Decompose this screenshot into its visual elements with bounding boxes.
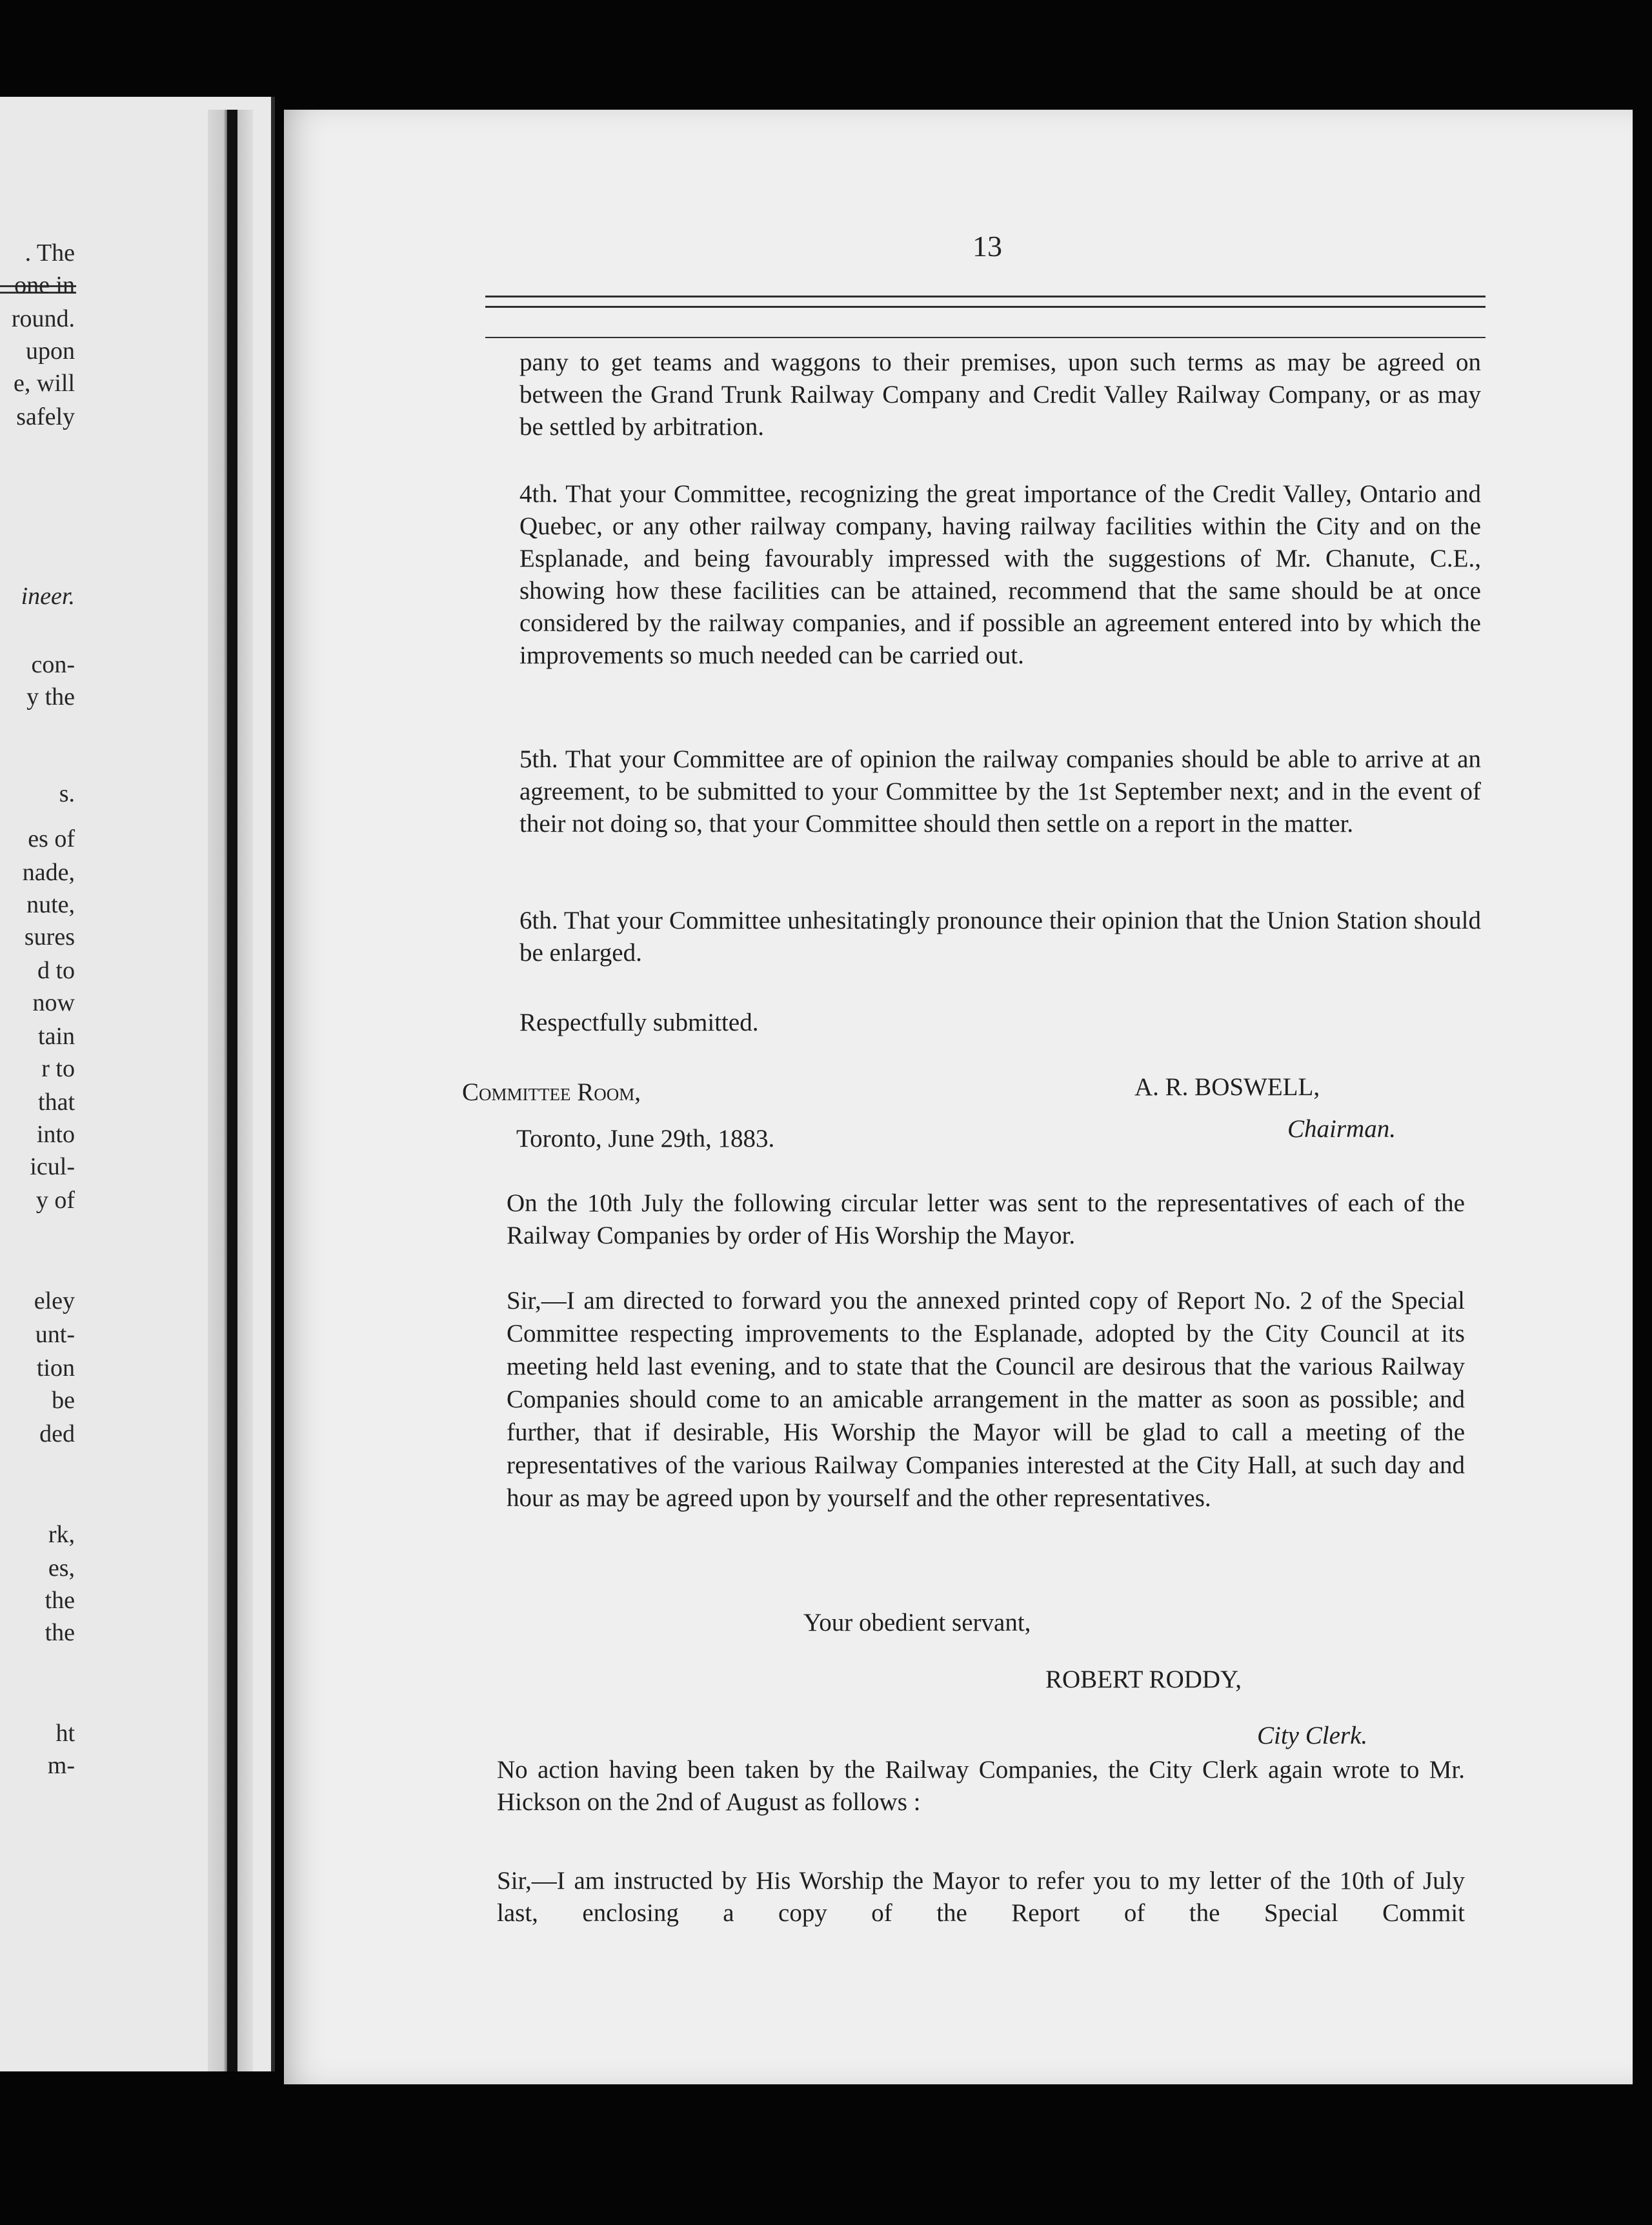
paragraph-6th: 6th. That your Committee unhesitatingly pronounce their opinion that the Union Station should be enlarged. bbox=[519, 907, 1481, 967]
header-rule-top bbox=[485, 296, 1486, 297]
previous-page-fragment: y the bbox=[26, 683, 75, 710]
previous-page-fragment: rk, bbox=[48, 1521, 75, 1548]
header-rule-third bbox=[485, 337, 1486, 338]
clerk-name: ROBERT RODDY, bbox=[1045, 1666, 1242, 1693]
previous-page-fragment: ht bbox=[55, 1720, 75, 1747]
previous-page-fragment: upon bbox=[26, 337, 75, 365]
chairman-title: Chairman. bbox=[1287, 1115, 1396, 1143]
previous-page-fragment: nade, bbox=[22, 859, 75, 886]
previous-page-fragment: now bbox=[32, 989, 75, 1016]
letter-closing: Your obedient servant, bbox=[803, 1609, 1031, 1636]
previous-page-fragment: unt- bbox=[35, 1321, 75, 1348]
previous-page-fragment: es, bbox=[48, 1555, 75, 1582]
clerk-title: City Clerk. bbox=[1257, 1722, 1368, 1749]
previous-page-fragment: d to bbox=[37, 957, 75, 984]
previous-page-fragment: round. bbox=[11, 305, 75, 332]
previous-page-fragment: e, will bbox=[14, 370, 75, 397]
paragraph-circular-intro: On the 10th July the following circular letter was sent to the representatives of each of the Railway Companies by order of His Worship the Mayor. bbox=[507, 1189, 1465, 1249]
previous-page-fragment: . The bbox=[25, 239, 75, 267]
header-rule-bottom bbox=[485, 306, 1486, 308]
previous-page-fragment: one in bbox=[14, 272, 75, 299]
previous-page-fragment: con- bbox=[31, 651, 75, 678]
previous-page-fragment: safely bbox=[16, 403, 75, 430]
signoff-place: Committee Room, bbox=[462, 1078, 641, 1106]
previous-page-fragment: icul- bbox=[30, 1153, 75, 1180]
previous-page-fragment: m- bbox=[47, 1752, 75, 1779]
previous-page-fragment: s. bbox=[59, 780, 75, 807]
previous-page-fragment: nute, bbox=[26, 891, 75, 918]
previous-page-fragment: the bbox=[45, 1587, 75, 1614]
previous-page-fragment: ded bbox=[39, 1420, 75, 1447]
previous-page-fragment: into bbox=[36, 1121, 75, 1148]
respectfully-submitted: Respectfully submitted. bbox=[519, 1009, 759, 1036]
paragraph-continuation: pany to get teams and waggons to their premises, upon such terms as may be agreed on between the Grand Trunk Railway Company and Credit Valley Railway Company, or as may be settled by arbitration. bbox=[519, 348, 1481, 441]
paragraph-no-action: No action having been taken by the Railway Companies, the City Clerk again wrote to Mr. Hickson on the 2nd of August as follows : bbox=[497, 1756, 1465, 1816]
previous-page-fragment: r to bbox=[41, 1055, 75, 1082]
previous-page-fragment: be bbox=[52, 1387, 75, 1414]
chairman-name: A. R. BOSWELL, bbox=[1134, 1073, 1320, 1101]
previous-page-fragment: tain bbox=[38, 1023, 75, 1050]
previous-page-fragment: the bbox=[45, 1619, 75, 1646]
paragraph-5th: 5th. That your Committee are of opinion the railway companies should be able to arrive at an agreement, to be submitted to your Committee by the 1st September next; and in the event of their not doing so, that your Committee should then settle on a report in the matter. bbox=[519, 745, 1481, 838]
previous-page-fragment: sures bbox=[24, 923, 75, 951]
previous-page-fragment: ineer. bbox=[21, 583, 75, 610]
letter-second-body: Sir,—I am instructed by His Worship the Mayor to refer you to my letter of the 10th of July last, enclosing a copy of the Report of the Special Commit bbox=[497, 1867, 1465, 1927]
book-binding bbox=[227, 110, 237, 2071]
previous-page-fragment: es of bbox=[28, 825, 75, 852]
signoff-date: Toronto, June 29th, 1883. bbox=[516, 1125, 775, 1153]
page-number: 13 bbox=[972, 230, 1002, 263]
previous-page-fragment: tion bbox=[36, 1354, 75, 1382]
previous-page-fragment: that bbox=[38, 1089, 75, 1116]
previous-page-fragment: y of bbox=[35, 1187, 75, 1214]
paragraph-4th: 4th. That your Committee, recognizing the great importance of the Credit Valley, Ontario and Quebec, or any other railway company, having railway facilities within the City and on the Esplanade, and being favourably impressed with the suggestions of Mr. Chanute, C.E., showing how these facilities can be attained, recommend that the same should be at once considered by the railway companies, and if possible an agreement entered into by which the improvements so much needed can be carried out. bbox=[519, 480, 1481, 669]
letter-circular-body: Sir,—I am directed to forward you the annexed printed copy of Report No. 2 of the Special Committee respecting improvements to the Esplanade, adopted by the City Council at its meeting held last evening, and to state that the Council are desirous that the various Railway Companies should come to an amicable arrangement in the matter as soon as possible; and further, that if desirable, His Worship the Mayor will be glad to call a meeting of the representatives of the various Railway Companies interested at the City Hall, at such day and hour as may be agreed upon by yourself and the other representatives. bbox=[507, 1287, 1465, 1512]
previous-page-fragment: eley bbox=[34, 1287, 75, 1314]
